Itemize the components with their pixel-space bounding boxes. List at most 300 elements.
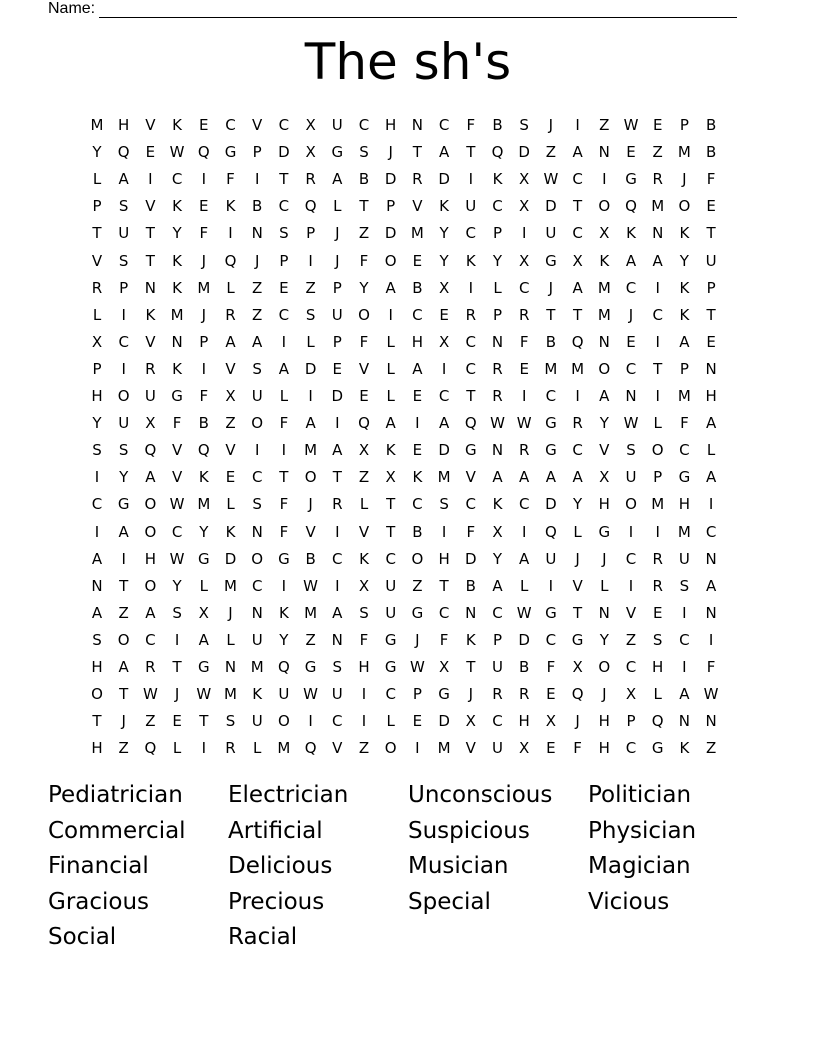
grid-letter: I: [655, 387, 660, 405]
grid-letter: F: [279, 414, 289, 433]
grid-letter: M: [597, 305, 611, 324]
grid-letter: N: [144, 278, 156, 297]
grid-row: [84, 654, 725, 681]
grid-letter: X: [492, 522, 503, 541]
grid-letter: I: [388, 305, 393, 324]
grid-letter: S: [626, 441, 636, 460]
grid-letter: A: [198, 630, 209, 649]
grid-letter: O: [144, 495, 157, 514]
grid-letter: J: [201, 251, 207, 270]
grid-letter: B: [492, 116, 503, 134]
grid-letter: Y: [492, 251, 503, 270]
grid-letter: Q: [464, 414, 477, 433]
grid-letter: N: [251, 603, 263, 622]
grid-letter: R: [145, 359, 156, 378]
grid-letter: T: [199, 712, 209, 731]
grid-letter: A: [91, 603, 103, 622]
grid-letter: V: [252, 116, 263, 134]
grid-letter: D: [545, 495, 557, 514]
grid-letter: V: [145, 197, 156, 216]
grid-letter: T: [119, 685, 129, 704]
grid-letter: Z: [305, 278, 316, 297]
grid-letter: L: [333, 197, 342, 216]
grid-letter: C: [358, 116, 370, 134]
grid-letter: S: [252, 359, 262, 378]
grid-letter: P: [492, 224, 503, 243]
grid-letter: E: [546, 685, 556, 704]
grid-letter: M: [677, 143, 691, 162]
grid-letter: R: [652, 170, 663, 189]
grid-letter: M: [197, 495, 211, 514]
grid-letter: P: [679, 116, 689, 134]
grid-letter: I: [94, 522, 100, 541]
grid-letter: Q: [304, 197, 317, 216]
grid-letter: X: [305, 116, 316, 134]
grid-letter: W: [490, 414, 505, 433]
grid-letter: C: [625, 359, 637, 378]
grid-letter: A: [705, 576, 717, 595]
grid-letter: Z: [145, 712, 156, 731]
word-bank-item: Politician: [588, 782, 692, 808]
grid-row: [84, 708, 725, 735]
grid-letter: L: [359, 495, 369, 514]
grid-letter: C: [625, 278, 637, 297]
grid-letter: U: [251, 630, 263, 649]
grid-letter: U: [545, 549, 557, 568]
grid-letter: O: [251, 414, 264, 433]
grid-letter: U: [331, 116, 343, 134]
grid-letter: I: [415, 739, 420, 758]
grid-letter: E: [412, 251, 423, 270]
grid-letter: R: [225, 739, 236, 758]
grid-letter: F: [680, 414, 689, 433]
grid-letter: G: [678, 468, 691, 487]
grid-letter: A: [492, 576, 503, 595]
grid-letter: V: [171, 468, 183, 487]
grid-letter: L: [226, 278, 235, 297]
grid-letter: M: [571, 359, 585, 378]
grid-letter: L: [253, 739, 262, 758]
grid-letter: Y: [439, 224, 449, 243]
grid-letter: M: [277, 739, 291, 758]
grid-row: [84, 248, 725, 275]
grid-letter: H: [678, 495, 691, 514]
grid-letter: I: [335, 576, 340, 595]
grid-letter: I: [335, 522, 340, 541]
grid-letter: G: [197, 658, 210, 676]
grid-letter: A: [679, 332, 690, 351]
grid-letter: R: [412, 170, 423, 189]
grid-letter: L: [573, 522, 582, 541]
grid-letter: G: [545, 603, 557, 622]
grid-letter: L: [386, 359, 395, 378]
grid-letter: P: [92, 359, 102, 378]
grid-row: [84, 112, 725, 139]
grid-letter: W: [169, 495, 185, 514]
grid-letter: M: [170, 305, 184, 324]
grid-letter: L: [493, 278, 502, 297]
grid-row: [84, 519, 725, 546]
grid-letter: I: [201, 170, 207, 189]
grid-row: [84, 220, 725, 247]
grid-letter: G: [625, 170, 637, 189]
grid-letter: K: [172, 251, 183, 270]
grid-letter: D: [384, 224, 397, 243]
grid-letter: I: [308, 712, 313, 731]
grid-letter: C: [251, 576, 263, 595]
grid-row: [84, 302, 725, 329]
grid-letter: I: [575, 116, 580, 134]
grid-letter: M: [437, 739, 451, 758]
grid-letter: D: [438, 712, 450, 731]
grid-letter: D: [331, 387, 344, 405]
word-bank-item: Commercial: [48, 817, 186, 844]
grid-row: [84, 491, 725, 518]
grid-letter: M: [224, 685, 237, 704]
grid-letter: N: [625, 387, 637, 405]
grid-letter: X: [358, 441, 370, 460]
grid-letter: Z: [118, 739, 129, 758]
grid-letter: K: [412, 468, 423, 487]
grid-letter: Q: [571, 685, 584, 704]
grid-letter: Z: [225, 414, 236, 433]
grid-letter: R: [652, 549, 663, 568]
grid-letter: B: [519, 658, 530, 676]
grid-letter: U: [251, 712, 263, 731]
grid-letter: R: [492, 359, 503, 378]
grid-letter: Y: [199, 522, 209, 541]
grid-letter: E: [546, 739, 556, 758]
grid-letter: E: [706, 197, 716, 216]
grid-letter: C: [572, 224, 583, 243]
word-bank-item: Artificial: [228, 817, 323, 844]
grid-letter: M: [651, 495, 665, 514]
grid-letter: H: [144, 549, 157, 568]
grid-letter: O: [384, 251, 397, 270]
grid-letter: P: [412, 685, 422, 704]
grid-letter: A: [118, 170, 129, 189]
grid-letter: H: [91, 739, 103, 758]
grid-letter: P: [199, 332, 209, 351]
grid-letter: N: [411, 116, 423, 134]
grid-letter: K: [465, 630, 476, 649]
grid-letter: C: [251, 468, 263, 487]
grid-letter: S: [279, 224, 289, 243]
grid-letter: X: [358, 576, 370, 595]
name-field: [48, 0, 737, 18]
grid-letter: H: [118, 116, 130, 134]
grid-letter: X: [625, 685, 637, 704]
grid-letter: N: [224, 658, 237, 676]
grid-letter: P: [706, 278, 716, 297]
grid-letter: C: [652, 305, 663, 324]
grid-letter: A: [572, 468, 583, 487]
grid-letter: O: [117, 387, 130, 405]
grid-letter: S: [359, 603, 369, 622]
grid-letter: J: [335, 224, 340, 243]
grid-letter: I: [201, 739, 207, 758]
word-bank-item: Delicious: [228, 853, 333, 880]
grid-letter: X: [438, 332, 450, 351]
grid-letter: Y: [119, 468, 129, 487]
grid-letter: L: [92, 305, 102, 324]
grid-letter: Y: [172, 576, 182, 595]
grid-letter: G: [331, 143, 344, 162]
grid-letter: M: [304, 603, 318, 622]
grid-letter: D: [438, 441, 450, 460]
grid-letter: B: [465, 576, 476, 595]
word-bank-item: Musician: [408, 853, 509, 880]
grid-letter: V: [332, 739, 343, 758]
grid-letter: I: [682, 658, 687, 676]
grid-letter: I: [415, 414, 420, 433]
grid-letter: E: [439, 305, 449, 324]
grid-letter: X: [519, 170, 530, 189]
grid-letter: L: [226, 630, 235, 649]
grid-row: [84, 600, 725, 627]
grid-letter: O: [251, 549, 264, 568]
grid-letter: A: [145, 603, 156, 622]
grid-letter: S: [332, 658, 343, 676]
grid-letter: W: [623, 414, 639, 433]
grid-letter: G: [411, 603, 424, 622]
grid-letter: Z: [358, 739, 370, 758]
grid-letter: E: [412, 712, 423, 731]
grid-letter: C: [171, 522, 183, 541]
grid-letter: K: [679, 278, 690, 297]
grid-letter: X: [572, 251, 583, 270]
grid-letter: Q: [491, 143, 504, 162]
grid-row: [84, 275, 725, 302]
grid-letter: Z: [599, 116, 610, 134]
grid-letter: I: [655, 278, 660, 297]
grid-letter: N: [251, 224, 263, 243]
grid-letter: F: [199, 224, 209, 243]
word-bank-item: Racial: [228, 924, 298, 951]
grid-letter: O: [598, 197, 611, 216]
grid-letter: H: [91, 658, 103, 676]
grid-letter: I: [228, 224, 233, 243]
grid-letter: S: [252, 495, 262, 514]
grid-letter: U: [144, 387, 156, 405]
grid-letter: O: [117, 630, 130, 649]
grid-letter: C: [465, 224, 477, 243]
grid-letter: N: [598, 143, 610, 162]
grid-letter: U: [118, 224, 130, 243]
grid-letter: O: [598, 359, 611, 378]
grid-letter: Z: [252, 305, 263, 324]
grid-letter: Q: [544, 522, 557, 541]
grid-letter: I: [655, 332, 660, 351]
grid-letter: K: [385, 441, 396, 460]
grid-letter: I: [361, 712, 367, 731]
grid-letter: C: [705, 522, 717, 541]
word-bank-item: Social: [48, 924, 117, 951]
grid-letter: W: [169, 143, 185, 162]
grid-letter: E: [652, 603, 663, 622]
grid-letter: D: [278, 143, 290, 162]
grid-letter: K: [198, 468, 209, 487]
grid-letter: X: [438, 658, 450, 676]
grid-letter: X: [599, 468, 610, 487]
grid-letter: H: [518, 712, 530, 731]
grid-letter: W: [703, 685, 719, 704]
grid-letter: A: [492, 468, 503, 487]
grid-letter: S: [118, 441, 129, 460]
grid-letter: U: [492, 658, 503, 676]
grid-letter: H: [598, 712, 610, 731]
grid-letter: X: [545, 712, 557, 731]
grid-letter: W: [516, 414, 532, 433]
grid-letter: A: [118, 658, 129, 676]
grid-letter: D: [384, 170, 397, 189]
grid-letter: H: [411, 332, 424, 351]
grid-letter: T: [573, 197, 583, 216]
grid-letter: P: [279, 251, 289, 270]
grid-letter: C: [492, 197, 503, 216]
grid-letter: D: [224, 549, 237, 568]
word-bank-item: Gracious: [48, 888, 150, 915]
grid-letter: C: [278, 116, 290, 134]
grid-letter: I: [468, 278, 474, 297]
grid-letter: C: [545, 387, 557, 405]
grid-letter: E: [172, 712, 182, 731]
grid-letter: Y: [439, 251, 449, 270]
grid-letter: H: [652, 658, 664, 676]
grid-letter: Z: [252, 278, 263, 297]
grid-letter: M: [410, 224, 424, 243]
grid-letter: B: [412, 522, 423, 541]
grid-letter: T: [573, 603, 583, 622]
grid-letter: E: [706, 332, 716, 351]
grid-letter: R: [91, 278, 103, 297]
grid-letter: B: [412, 278, 423, 297]
grid-letter: I: [201, 359, 207, 378]
grid-letter: H: [598, 495, 610, 514]
grid-letter: D: [545, 197, 557, 216]
grid-letter: F: [546, 658, 556, 676]
word-bank-item: Unconscious: [408, 782, 553, 808]
grid-letter: H: [438, 549, 450, 568]
grid-letter: I: [575, 387, 580, 405]
grid-letter: J: [628, 305, 634, 324]
grid-letter: A: [705, 414, 717, 433]
grid-letter: T: [386, 522, 396, 541]
grid-letter: N: [705, 359, 717, 378]
grid-letter: I: [468, 170, 474, 189]
grid-letter: D: [518, 630, 530, 649]
grid-letter: C: [465, 359, 477, 378]
grid-letter: I: [121, 549, 126, 568]
grid-letter: S: [519, 116, 529, 134]
grid-letter: C: [412, 495, 423, 514]
grid-letter: B: [705, 116, 717, 134]
grid-letter: A: [438, 414, 450, 433]
grid-letter: I: [628, 522, 634, 541]
grid-letter: P: [492, 630, 503, 649]
grid-letter: T: [706, 224, 716, 243]
grid-letter: N: [491, 332, 504, 351]
grid-letter: Z: [358, 468, 370, 487]
grid-letter: V: [145, 332, 156, 351]
grid-letter: K: [278, 603, 289, 622]
grid-letter: K: [172, 278, 183, 297]
grid-letter: U: [278, 685, 290, 704]
grid-letter: L: [386, 712, 395, 731]
grid-letter: W: [516, 603, 532, 622]
grid-letter: X: [519, 197, 530, 216]
grid-letter: A: [625, 251, 637, 270]
grid-letter: O: [358, 305, 370, 324]
grid-letter: G: [384, 630, 397, 649]
grid-letter: N: [491, 441, 504, 460]
grid-row: [84, 735, 725, 762]
grid-letter: C: [465, 495, 477, 514]
grid-letter: O: [384, 739, 397, 758]
grid-letter: G: [197, 549, 210, 568]
grid-letter: I: [682, 603, 687, 622]
grid-letter: A: [385, 278, 396, 297]
grid-letter: P: [92, 197, 102, 216]
grid-letter: Y: [172, 224, 182, 243]
grid-letter: H: [91, 387, 103, 405]
grid-letter: E: [225, 468, 236, 487]
grid-letter: A: [332, 603, 343, 622]
grid-letter: K: [172, 197, 183, 216]
grid-letter: M: [677, 387, 691, 405]
grid-letter: J: [682, 170, 687, 189]
grid-letter: A: [599, 387, 610, 405]
word-bank-item: Suspicious: [408, 817, 530, 844]
grid-letter: U: [385, 603, 397, 622]
grid-letter: C: [679, 441, 690, 460]
grid-letter: A: [252, 332, 263, 351]
grid-letter: N: [705, 549, 717, 568]
grid-letter: U: [331, 305, 343, 324]
grid-letter: C: [625, 658, 637, 676]
grid-letter: L: [653, 414, 662, 433]
grid-letter: C: [145, 630, 156, 649]
word-bank-item: Physician: [588, 817, 697, 844]
word-bank-item: Precious: [228, 888, 325, 915]
grid-letter: C: [225, 116, 236, 134]
word-bank-item: Financial: [48, 853, 149, 880]
grid-letter: J: [228, 603, 233, 622]
grid-letter: A: [679, 685, 690, 704]
grid-letter: I: [121, 359, 126, 378]
grid-letter: I: [121, 305, 126, 324]
grid-letter: C: [385, 685, 396, 704]
grid-letter: Z: [545, 143, 557, 162]
grid-letter: L: [279, 387, 289, 405]
grid-letter: V: [145, 116, 156, 134]
grid-letter: L: [172, 739, 182, 758]
grid-letter: S: [118, 251, 129, 270]
grid-letter: E: [145, 143, 156, 162]
grid-letter: L: [520, 576, 529, 595]
grid-letter: I: [361, 685, 367, 704]
grid-letter: S: [305, 305, 316, 324]
grid-letter: D: [518, 143, 530, 162]
grid-letter: X: [519, 739, 530, 758]
grid-letter: A: [278, 359, 290, 378]
grid-letter: I: [335, 414, 340, 433]
grid-letter: L: [306, 332, 315, 351]
grid-letter: O: [411, 549, 424, 568]
grid-letter: F: [573, 739, 582, 758]
grid-letter: Y: [359, 278, 369, 297]
grid-letter: G: [464, 441, 477, 460]
